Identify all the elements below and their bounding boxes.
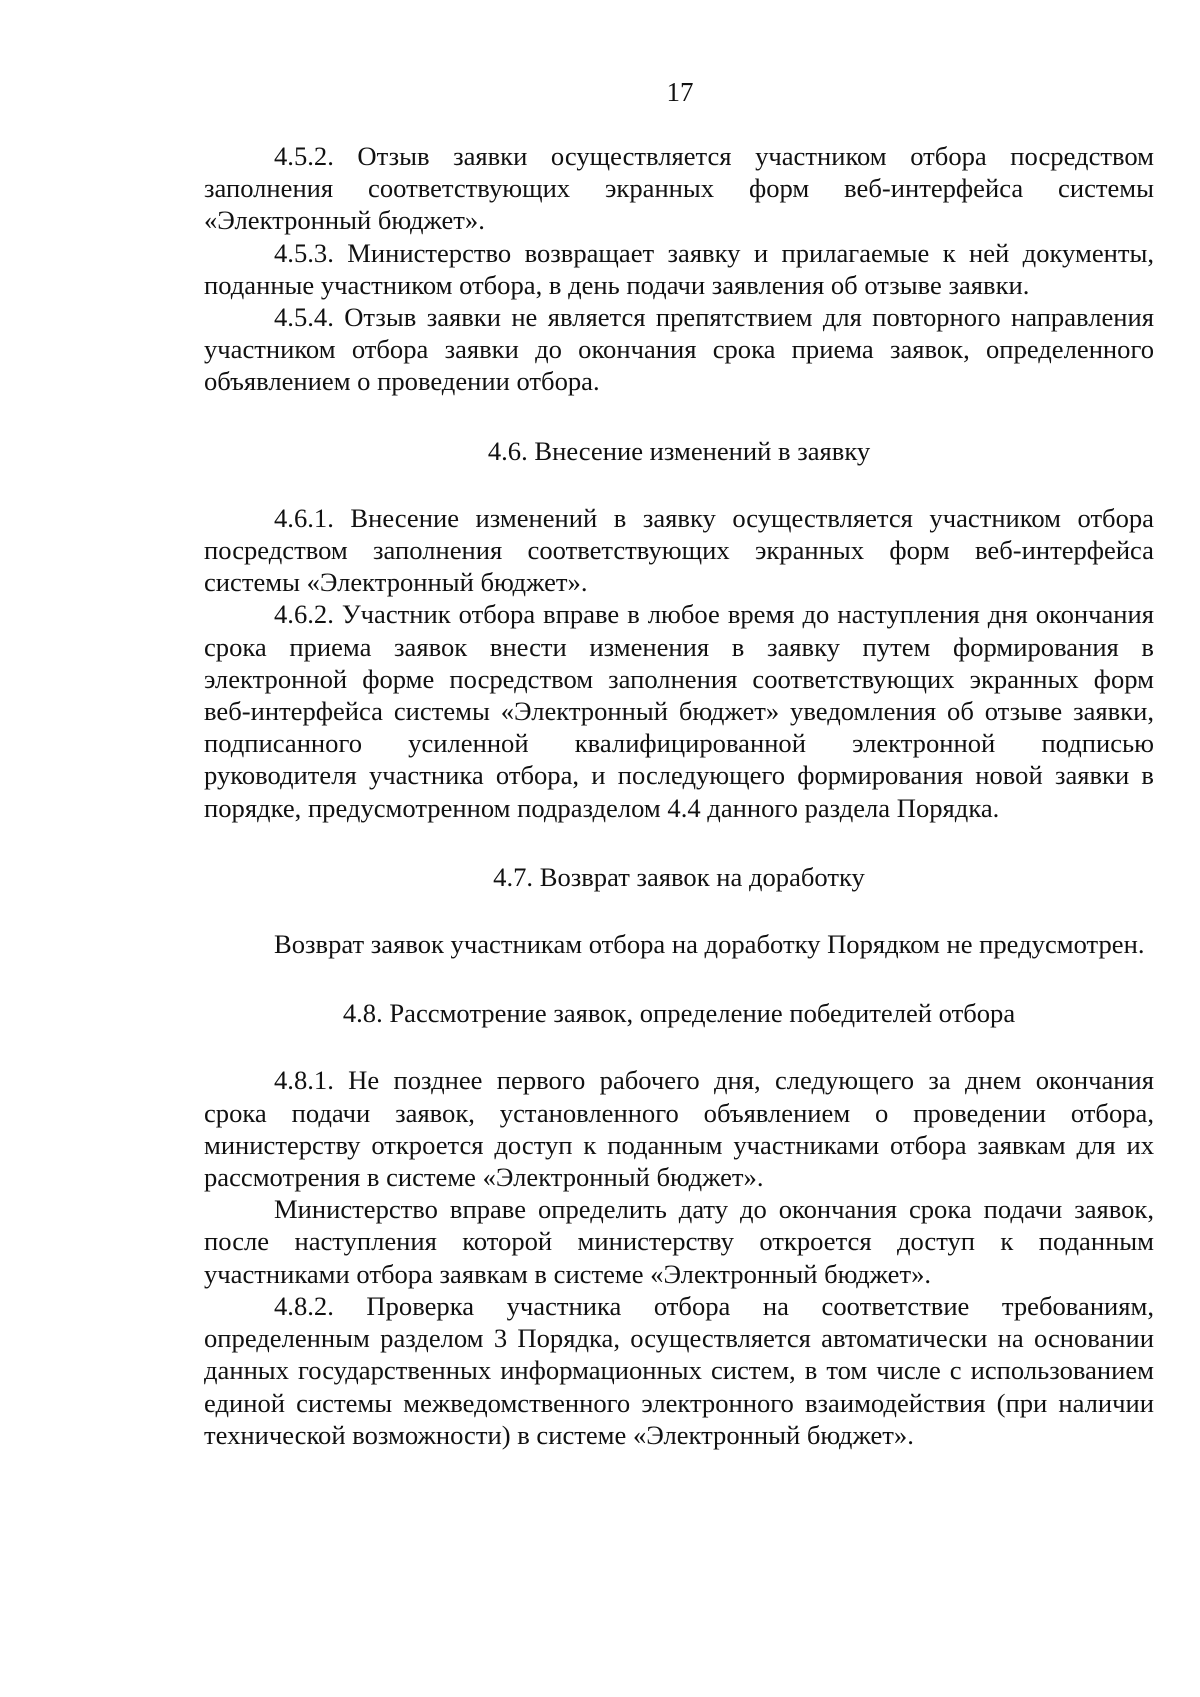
paragraph-4-8-1: 4.8.1. Не позднее первого рабочего дня, следующего за днем окончания срока подачи заявок, установленного объявлением о проведении отбора, министерству откроется доступ к поданным участниками отбора заявкам для их рассмотрения в системе «Электронный бюджет». bbox=[204, 1065, 1154, 1193]
paragraph-4-5-2: 4.5.2. Отзыв заявки осуществляется участником отбора посредством заполнения соответствующих экранных форм веб-интерфейса системы «Электронный бюджет». bbox=[204, 141, 1154, 236]
paragraph-4-8-1-continued: Министерство вправе определить дату до окончания срока подачи заявок, после наступления которой министерству откроется доступ к поданным участниками отбора заявкам в системе «Электронный бюджет». bbox=[204, 1194, 1154, 1289]
heading-4-8: 4.8. Рассмотрение заявок, определение победителей отбора bbox=[342, 998, 1016, 1029]
paragraph-4-6-2: 4.6.2. Участник отбора вправе в любое время до наступления дня окончания срока приема заявок внести изменения в заявку путем формирования в электронной форме посредством заполнения соответствующих экранных форм веб-интерфейса системы «Электронный бюджет» уведомления об отзыве заявки, подписанного усиленной квалифицированной электронной подписью руководителя участника отбора, и последующего формирования новой заявки в порядке, предусмотренном подразделом 4.4 данного раздела Порядка. bbox=[204, 599, 1154, 823]
page-number: 17 bbox=[666, 77, 694, 107]
paragraph-4-6-1: 4.6.1. Внесение изменений в заявку осуществляется участником отбора посредством заполнения соответствующих экранных форм веб-интерфейса системы «Электронный бюджет». bbox=[204, 502, 1154, 598]
paragraph-4-7: Возврат заявок участникам отбора на доработку Порядком не предусмотрен. bbox=[274, 929, 1145, 960]
heading-4-6: 4.6. Внесение изменений в заявку bbox=[487, 435, 871, 466]
paragraph-4-5-4: 4.5.4. Отзыв заявки не является препятствием для повторного направления участником отбора заявки до окончания срока приема заявок, определенного объявлением о проведении отбора. bbox=[204, 302, 1154, 397]
paragraph-4-8-2: 4.8.2. Проверка участника отбора на соответствие требованиям, определенным разделом 3 Порядка, осуществляется автоматически на основании данных государственных информационных систем, в том числе с использованием единой системы межведомственного электронного взаимодействия (при наличии технической возможности) в системе «Электронный бюджет». bbox=[204, 1290, 1154, 1450]
paragraph-4-5-3: 4.5.3. Министерство возвращает заявку и прилагаемые к ней документы, поданные участником отбора, в день подачи заявления об отзыве заявки. bbox=[204, 237, 1154, 300]
heading-4-7: 4.7. Возврат заявок на доработку bbox=[493, 861, 865, 892]
document-body bbox=[204, 140, 1154, 1451]
